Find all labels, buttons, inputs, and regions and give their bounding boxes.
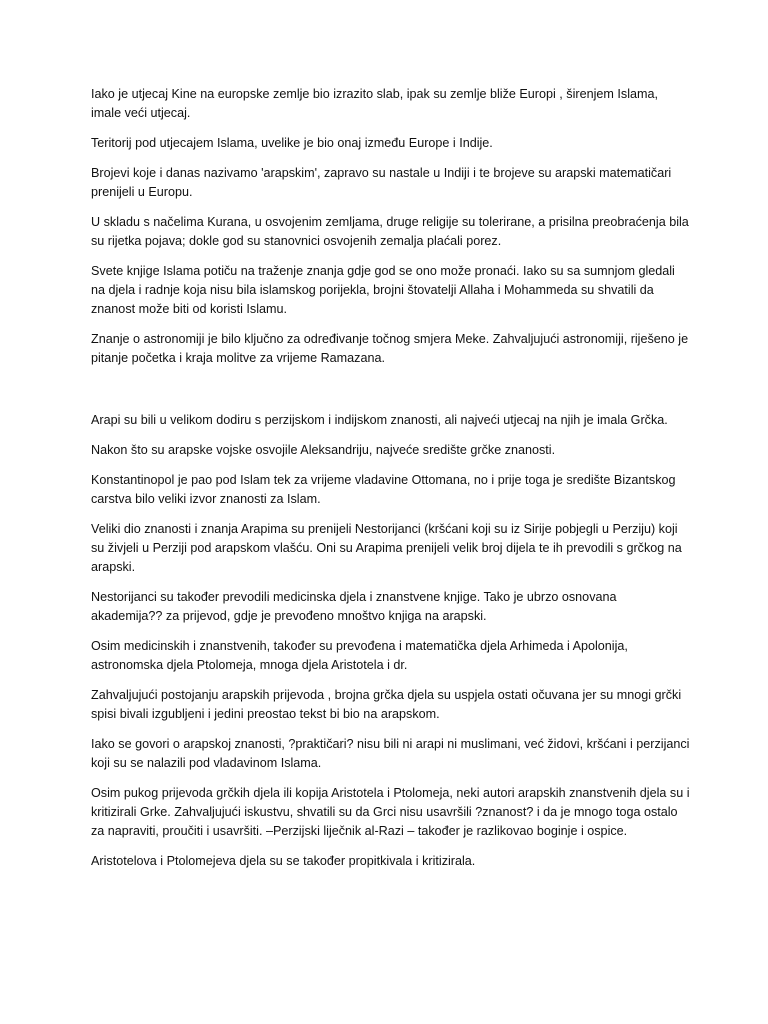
paragraph-3: Brojevi koje i danas nazivamo 'arapskim', zapravo su nastale u Indiji i te brojeve su arapski matematičari prenijeli u Europu. bbox=[91, 166, 672, 199]
document-body bbox=[91, 85, 691, 882]
paragraph-2: Teritorij pod utjecajem Islama, uvelike je bio onaj između Europe i Indije. bbox=[91, 136, 493, 150]
paragraph-9: Konstantinopol je pao pod Islam tek za vrijeme vladavine Ottomana, no i prije toga je središte Bizantskog carstva bilo veliki izvor znanosti za Islam. bbox=[91, 473, 676, 506]
paragraph-16: Aristotelova i Ptolomejeva djela su se također propitkivala i kritizirala. bbox=[91, 854, 476, 868]
paragraph-7: Arapi su bili u velikom dodiru s perzijskom i indijskom znanosti, ali najveći utjecaj na njih je imala Grčka. bbox=[91, 413, 668, 427]
paragraph-14: Iako se govori o arapskoj znanosti, ?praktičari? nisu bili ni arapi ni muslimani, već židovi, kršćani i perzijanci koji su se nalazili pod vladavinom Islama. bbox=[91, 737, 690, 770]
paragraph-10: Veliki dio znanosti i znanja Arapima su prenijeli Nestorijanci (kršćani koji su iz Sirije pobjegli u Perziju) koji su živjeli u Perziji pod arapskom vlašću. Oni su Arapima prenijeli velik broj dijela te ih prevodili s grčkog na arapski. bbox=[91, 522, 682, 574]
paragraph-11: Nestorijanci su također prevodili medicinska djela i znanstvene knjige. Tako je ubrzo osnovana akademija?? za prijevod, gdje je prevođeno mnoštvo knjiga na arapski. bbox=[91, 590, 617, 623]
section-gap bbox=[91, 379, 691, 411]
paragraph-1: Iako je utjecaj Kine na europske zemlje bio izrazito slab, ipak su zemlje bliže Europi , širenjem Islama, imale veći utjecaj. bbox=[91, 87, 658, 120]
paragraph-4: U skladu s načelima Kurana, u osvojenim zemljama, druge religije su tolerirane, a prisilna preobraćenja bila su rijetka pojava; dokle god su stanovnici osvojenih zemalja plaćali porez. bbox=[91, 215, 689, 248]
paragraph-13: Zahvaljujući postojanju arapskih prijevoda , brojna grčka djela su uspjela ostati očuvana jer su mnogi grčki spisi bivali izgubljeni i jedini preostao tekst bi bio na arapskom. bbox=[91, 688, 682, 721]
paragraph-6: Znanje o astronomiji je bilo ključno za određivanje točnog smjera Meke. Zahvaljujući astronomiji, riješeno je pitanje početka i kraja molitve za vrijeme Ramazana. bbox=[91, 332, 689, 365]
paragraph-12: Osim medicinskih i znanstvenih, također su prevođena i matematička djela Arhimeda i Apolonija, astronomska djela Ptolomeja, mnoga djela Aristotela i dr. bbox=[91, 639, 628, 672]
paragraph-8: Nakon što su arapske vojske osvojile Aleksandriju, najveće središte grčke znanosti. bbox=[91, 443, 556, 457]
paragraph-15: Osim pukog prijevoda grčkih djela ili kopija Aristotela i Ptolomeja, neki autori arapskih znanstvenih djela su i kritizirali Grke. Zahvaljujući iskustvu, shvatili su da Grci nisu usavršili ?znanost? i da je mnogo toga ostalo za napraviti, proučiti i usavršiti. –Perzijski liječnik al-Razi – također je razlikovao boginje i ospice. bbox=[91, 786, 690, 838]
paragraph-5: Svete knjige Islama potiču na traženje znanja gdje god se ono može pronaći. Iako su sa sumnjom gledali na djela i radnje koja nisu bila islamskog porijekla, brojni štovatelji Allaha i Mohammeda su shvatili da znanost može biti od koristi Islamu. bbox=[91, 264, 675, 316]
